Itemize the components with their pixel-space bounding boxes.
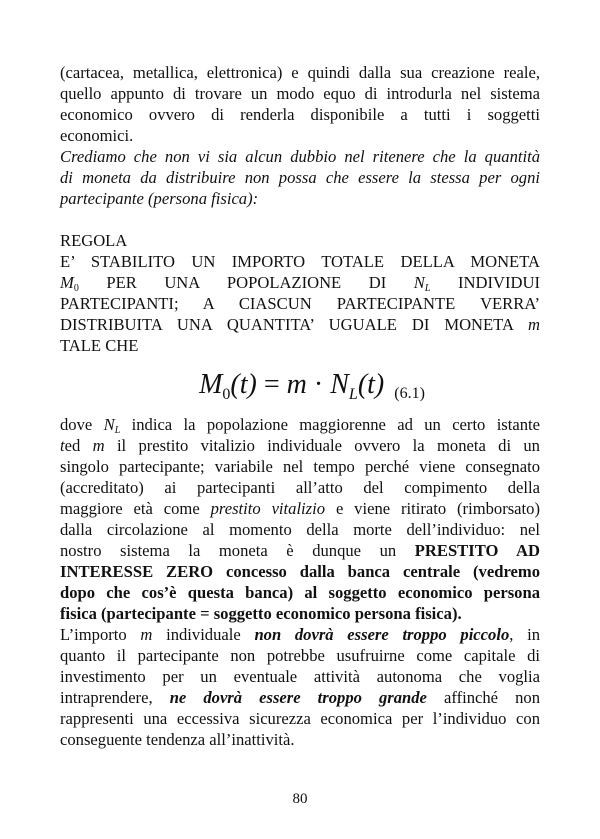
rule-block xyxy=(60,230,540,356)
math-subscript: L xyxy=(348,386,358,403)
paragraph-gap xyxy=(60,209,540,230)
bold-italic-text: non dovrà essere troppo piccolo xyxy=(254,625,510,644)
text-fragment: affinché non xyxy=(444,688,541,707)
text-line xyxy=(60,540,540,561)
math-variable: m xyxy=(528,315,540,334)
paragraph-definition xyxy=(60,414,540,624)
math-variable xyxy=(414,273,431,292)
text-fragment: , in xyxy=(509,625,540,644)
text-line: investimento per un eventuale attività autonoma che voglia xyxy=(60,667,540,686)
rule-line: E’ STABILITO UN IMPORTO TOTALE DELLA MONETA xyxy=(60,252,540,271)
text-line xyxy=(60,687,540,708)
text-fragment: nostro sistema la moneta è dunque un xyxy=(60,541,397,560)
bold-text-line: fisica (partecipante = soggetto economico persona fisica). xyxy=(60,604,462,623)
rule-heading: REGOLA xyxy=(60,231,128,250)
text-fragment: individuale xyxy=(166,625,241,644)
paragraph-italic-statement xyxy=(60,146,540,209)
text-line xyxy=(60,498,540,519)
math-subscript: 0 xyxy=(222,386,231,403)
equals-sign: = xyxy=(263,369,280,400)
text-line xyxy=(60,624,540,645)
text-fragment: maggiore età come xyxy=(60,499,200,518)
rule-line xyxy=(60,314,540,335)
rule-text: DISTRIBUITA UNA QUANTITA’ UGUALE DI MONETA xyxy=(60,315,514,334)
text-line: (accreditato) ai partecipanti all’atto del compimento della xyxy=(60,478,540,497)
bold-italic-text: ne dovrà essere troppo grande xyxy=(169,688,427,707)
math-symbol: N xyxy=(103,415,115,434)
text-line: di moneta da distribuire non possa che essere la stessa per ogni xyxy=(60,168,540,187)
rule-line xyxy=(60,272,540,293)
math-symbol: m xyxy=(286,369,307,400)
text-line xyxy=(60,435,540,456)
math-symbol: N xyxy=(330,369,349,400)
bold-text-line: INTERESSE ZERO concesso dalla banca centrale (vedremo xyxy=(60,562,540,581)
math-variable: m xyxy=(92,436,105,455)
text-line: (cartacea, metallica, elettronica) e quindi dalla sua creazione reale, xyxy=(60,63,540,82)
text-line: Crediamo che non vi sia alcun dubbio nel ritenere che la quantità xyxy=(60,147,540,166)
text-line: partecipante (persona fisica): xyxy=(60,189,259,208)
emphasis-text: prestito vitalizio xyxy=(210,499,326,518)
text-fragment: L’importo xyxy=(60,625,127,644)
math-variable xyxy=(104,415,121,434)
rule-line: PARTECIPANTI; A CIASCUN PARTECIPANTE VERRA’ xyxy=(60,294,540,313)
text-line: quanto il partecipante non potrebbe usufruirne come capitale di xyxy=(60,646,540,665)
page-number: 80 xyxy=(292,791,308,807)
text-fragment: ed xyxy=(64,436,81,455)
math-symbol: M xyxy=(199,369,223,400)
text-line: dalla circolazione al momento della morte dell’individuo: nel xyxy=(60,520,540,539)
math-variable: t xyxy=(60,436,65,455)
equation-body xyxy=(199,356,384,414)
paragraph-intro xyxy=(60,62,540,146)
rule-line: TALE CHE xyxy=(60,336,139,355)
text-line: economici. xyxy=(60,126,134,145)
multiply-dot: · xyxy=(313,369,324,400)
bold-text-line: dopo che cos’è questa banca) al soggetto economico persona xyxy=(60,583,540,602)
math-variable xyxy=(60,273,79,292)
text-line: rappresenti una eccessiva sicurezza economica per l’individuo con xyxy=(60,709,540,728)
math-subscript: 0 xyxy=(73,283,79,294)
bold-text: PRESTITO AD xyxy=(414,541,540,560)
math-argument: (t) xyxy=(357,369,385,400)
text-fragment: e viene ritirato (rimborsato) xyxy=(335,499,540,518)
text-fragment: indica la popolazione maggiorenne ad un certo istante xyxy=(131,415,541,434)
rule-text: INDIVIDUI xyxy=(457,273,540,292)
rule-text: PER UNA POPOLAZIONE DI xyxy=(106,273,387,292)
math-symbol: N xyxy=(413,273,425,292)
math-subscript: L xyxy=(424,283,431,294)
text-fragment: dove xyxy=(60,415,93,434)
math-symbol: M xyxy=(60,273,74,292)
text-line: quello appunto di trovare un modo equo di introdurla nel sistema xyxy=(60,84,540,103)
math-argument: (t) xyxy=(230,369,257,400)
math-subscript: L xyxy=(114,425,121,436)
equation-6-1 xyxy=(60,356,540,414)
text-line: singolo partecipante; variabile nel tempo perché viene consegnato xyxy=(60,457,540,476)
text-line xyxy=(60,414,540,435)
text-line: conseguente tendenza all’inattività. xyxy=(60,730,295,749)
document-page xyxy=(60,62,540,750)
text-fragment: il prestito vitalizio individuale ovvero la moneta di un xyxy=(116,436,540,455)
text-fragment: intraprendere, xyxy=(60,688,153,707)
text-line: economico ovvero di renderla disponibile a tutti i soggetti xyxy=(60,105,540,124)
equation-number: (6.1) xyxy=(394,385,425,402)
math-variable: m xyxy=(140,625,153,644)
paragraph-amount xyxy=(60,624,540,750)
